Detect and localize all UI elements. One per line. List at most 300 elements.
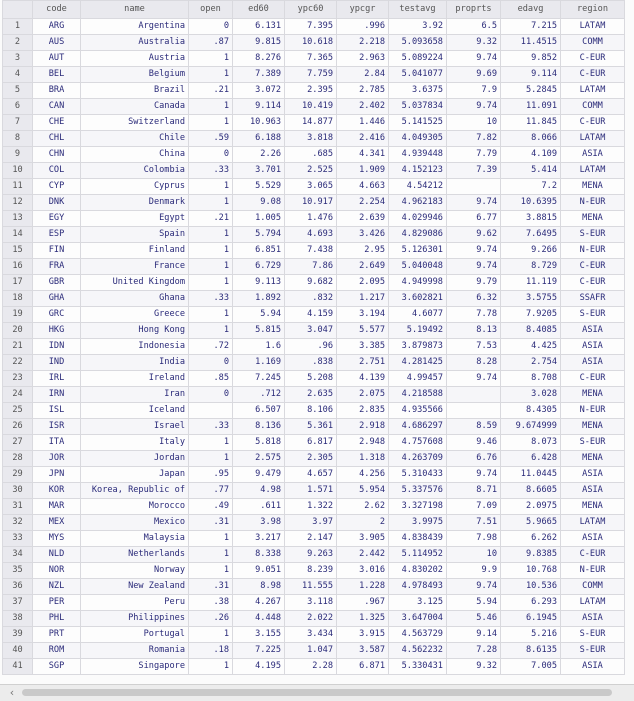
cell-open[interactable] <box>189 403 233 419</box>
cell-edavg[interactable]: 7.6495 <box>501 227 561 243</box>
cell-edavg[interactable]: 3.5755 <box>501 291 561 307</box>
row-number[interactable]: 9 <box>3 147 33 163</box>
cell-open[interactable]: 1 <box>189 115 233 131</box>
table-row[interactable] <box>3 99 625 115</box>
cell-ypc60[interactable]: 2.635 <box>285 387 337 403</box>
cell-region[interactable]: COMM <box>561 99 625 115</box>
cell-ypc60[interactable]: 3.118 <box>285 595 337 611</box>
cell-testavg[interactable]: 3.6375 <box>389 83 447 99</box>
cell-ypcgr[interactable]: 2.948 <box>337 435 389 451</box>
cell-edavg[interactable]: 6.262 <box>501 531 561 547</box>
cell-ypc60[interactable]: 4.693 <box>285 227 337 243</box>
cell-proprts[interactable]: 8.28 <box>447 355 501 371</box>
cell-proprts[interactable]: 6.77 <box>447 211 501 227</box>
table-row[interactable] <box>3 467 625 483</box>
column-header-proprts[interactable]: proprts <box>447 1 501 19</box>
cell-code[interactable]: CHL <box>33 131 81 147</box>
cell-region[interactable]: ASIA <box>561 355 625 371</box>
table-row[interactable] <box>3 499 625 515</box>
cell-edavg[interactable]: 8.6135 <box>501 643 561 659</box>
cell-testavg[interactable]: 5.037834 <box>389 99 447 115</box>
cell-ypc60[interactable]: 9.682 <box>285 275 337 291</box>
cell-testavg[interactable]: 5.19492 <box>389 323 447 339</box>
table-row[interactable] <box>3 659 625 675</box>
cell-ypcgr[interactable]: 2.095 <box>337 275 389 291</box>
table-row[interactable] <box>3 67 625 83</box>
table-row[interactable] <box>3 115 625 131</box>
cell-region[interactable]: S-EUR <box>561 307 625 323</box>
cell-region[interactable]: LATAM <box>561 163 625 179</box>
column-header-name[interactable]: name <box>81 1 189 19</box>
cell-ypc60[interactable]: 11.555 <box>285 579 337 595</box>
cell-testavg[interactable]: 4.281425 <box>389 355 447 371</box>
cell-ed60[interactable]: 7.245 <box>233 371 285 387</box>
row-number[interactable]: 7 <box>3 115 33 131</box>
cell-proprts[interactable]: 7.98 <box>447 531 501 547</box>
table-row[interactable] <box>3 339 625 355</box>
cell-testavg[interactable]: 4.029946 <box>389 211 447 227</box>
cell-ypcgr[interactable]: 2.62 <box>337 499 389 515</box>
cell-ed60[interactable]: 8.338 <box>233 547 285 563</box>
cell-open[interactable]: 0 <box>189 387 233 403</box>
cell-ed60[interactable]: 7.389 <box>233 67 285 83</box>
cell-ed60[interactable]: .712 <box>233 387 285 403</box>
cell-testavg[interactable]: 4.686297 <box>389 419 447 435</box>
cell-testavg[interactable]: 4.962183 <box>389 195 447 211</box>
cell-testavg[interactable]: 4.99457 <box>389 371 447 387</box>
cell-code[interactable]: ISR <box>33 419 81 435</box>
cell-name[interactable]: Spain <box>81 227 189 243</box>
cell-name[interactable]: United Kingdom <box>81 275 189 291</box>
cell-ypc60[interactable]: 1.322 <box>285 499 337 515</box>
table-row[interactable] <box>3 323 625 339</box>
column-header-ypcgr[interactable]: ypcgr <box>337 1 389 19</box>
cell-region[interactable]: ASIA <box>561 483 625 499</box>
cell-ypc60[interactable]: 7.438 <box>285 243 337 259</box>
cell-name[interactable]: Belgium <box>81 67 189 83</box>
cell-code[interactable]: NZL <box>33 579 81 595</box>
cell-proprts[interactable]: 9.46 <box>447 435 501 451</box>
table-row[interactable] <box>3 211 625 227</box>
cell-name[interactable]: Canada <box>81 99 189 115</box>
row-number[interactable]: 10 <box>3 163 33 179</box>
cell-name[interactable]: New Zealand <box>81 579 189 595</box>
cell-ypcgr[interactable]: 6.871 <box>337 659 389 675</box>
table-row[interactable] <box>3 387 625 403</box>
cell-ypcgr[interactable]: 3.385 <box>337 339 389 355</box>
cell-ypcgr[interactable]: 1.446 <box>337 115 389 131</box>
cell-edavg[interactable]: 3.8815 <box>501 211 561 227</box>
row-number[interactable]: 18 <box>3 291 33 307</box>
cell-ypcgr[interactable]: 2.835 <box>337 403 389 419</box>
cell-ypc60[interactable]: 3.047 <box>285 323 337 339</box>
cell-region[interactable]: C-EUR <box>561 547 625 563</box>
cell-ypcgr[interactable]: 2.639 <box>337 211 389 227</box>
cell-region[interactable]: ASIA <box>561 467 625 483</box>
cell-proprts[interactable]: 7.51 <box>447 515 501 531</box>
cell-testavg[interactable]: 4.935566 <box>389 403 447 419</box>
cell-name[interactable]: Japan <box>81 467 189 483</box>
cell-edavg[interactable]: 5.9665 <box>501 515 561 531</box>
cell-code[interactable]: AUS <box>33 35 81 51</box>
cell-testavg[interactable]: 4.838439 <box>389 531 447 547</box>
cell-name[interactable]: Morocco <box>81 499 189 515</box>
table-row[interactable] <box>3 307 625 323</box>
cell-ypc60[interactable]: 4.159 <box>285 307 337 323</box>
cell-ed60[interactable]: 8.136 <box>233 419 285 435</box>
cell-testavg[interactable]: 4.939448 <box>389 147 447 163</box>
cell-region[interactable]: N-EUR <box>561 403 625 419</box>
cell-code[interactable]: ITA <box>33 435 81 451</box>
cell-testavg[interactable]: 5.040048 <box>389 259 447 275</box>
cell-testavg[interactable]: 3.327198 <box>389 499 447 515</box>
cell-open[interactable]: .26 <box>189 611 233 627</box>
cell-ypc60[interactable]: 5.208 <box>285 371 337 387</box>
cell-proprts[interactable]: 7.28 <box>447 643 501 659</box>
cell-code[interactable]: BEL <box>33 67 81 83</box>
cell-proprts[interactable]: 8.13 <box>447 323 501 339</box>
table-row[interactable] <box>3 611 625 627</box>
cell-ypcgr[interactable]: 2.075 <box>337 387 389 403</box>
cell-proprts[interactable]: 5.46 <box>447 611 501 627</box>
cell-edavg[interactable]: 8.066 <box>501 131 561 147</box>
cell-name[interactable]: Greece <box>81 307 189 323</box>
cell-name[interactable]: Indonesia <box>81 339 189 355</box>
cell-name[interactable]: Hong Kong <box>81 323 189 339</box>
cell-open[interactable]: .85 <box>189 371 233 387</box>
cell-ypc60[interactable]: 4.657 <box>285 467 337 483</box>
cell-testavg[interactable]: 4.830202 <box>389 563 447 579</box>
row-number-header[interactable] <box>3 1 33 19</box>
table-row[interactable] <box>3 451 625 467</box>
cell-open[interactable]: 1 <box>189 323 233 339</box>
cell-name[interactable]: Mexico <box>81 515 189 531</box>
cell-edavg[interactable]: 10.768 <box>501 563 561 579</box>
cell-edavg[interactable]: 9.266 <box>501 243 561 259</box>
table-row[interactable] <box>3 227 625 243</box>
cell-edavg[interactable]: 8.6605 <box>501 483 561 499</box>
cell-ypcgr[interactable]: 3.194 <box>337 307 389 323</box>
row-number[interactable]: 29 <box>3 467 33 483</box>
cell-ypcgr[interactable]: 2.785 <box>337 83 389 99</box>
cell-name[interactable]: Malaysia <box>81 531 189 547</box>
cell-ypc60[interactable]: 1.571 <box>285 483 337 499</box>
cell-code[interactable]: ESP <box>33 227 81 243</box>
cell-edavg[interactable]: 2.754 <box>501 355 561 371</box>
cell-code[interactable]: CHE <box>33 115 81 131</box>
cell-ypc60[interactable]: 3.818 <box>285 131 337 147</box>
cell-region[interactable]: SSAFR <box>561 291 625 307</box>
row-number[interactable]: 6 <box>3 99 33 115</box>
cell-ed60[interactable]: .611 <box>233 499 285 515</box>
row-number[interactable]: 12 <box>3 195 33 211</box>
cell-ypcgr[interactable]: 3.915 <box>337 627 389 643</box>
row-number[interactable]: 2 <box>3 35 33 51</box>
table-row[interactable] <box>3 19 625 35</box>
cell-name[interactable]: Korea, Republic of <box>81 483 189 499</box>
cell-ypc60[interactable]: 9.263 <box>285 547 337 563</box>
row-number[interactable]: 24 <box>3 387 33 403</box>
cell-ed60[interactable]: 9.113 <box>233 275 285 291</box>
cell-ypcgr[interactable]: 2.649 <box>337 259 389 275</box>
cell-open[interactable]: .33 <box>189 291 233 307</box>
cell-name[interactable]: Italy <box>81 435 189 451</box>
cell-proprts[interactable]: 9.32 <box>447 659 501 675</box>
cell-edavg[interactable]: 9.8385 <box>501 547 561 563</box>
cell-ed60[interactable]: 6.507 <box>233 403 285 419</box>
row-number[interactable]: 38 <box>3 611 33 627</box>
cell-ed60[interactable]: 5.794 <box>233 227 285 243</box>
cell-code[interactable]: NOR <box>33 563 81 579</box>
cell-region[interactable]: ASIA <box>561 531 625 547</box>
cell-ypcgr[interactable]: 2.442 <box>337 547 389 563</box>
cell-edavg[interactable]: 2.0975 <box>501 499 561 515</box>
cell-proprts[interactable]: 7.53 <box>447 339 501 355</box>
cell-ed60[interactable]: 3.155 <box>233 627 285 643</box>
row-number[interactable]: 33 <box>3 531 33 547</box>
cell-ed60[interactable]: 4.267 <box>233 595 285 611</box>
cell-edavg[interactable]: 7.2 <box>501 179 561 195</box>
cell-ed60[interactable]: 2.26 <box>233 147 285 163</box>
cell-testavg[interactable]: 5.114952 <box>389 547 447 563</box>
cell-name[interactable]: Norway <box>81 563 189 579</box>
cell-testavg[interactable]: 4.218588 <box>389 387 447 403</box>
cell-testavg[interactable]: 4.6077 <box>389 307 447 323</box>
row-number[interactable]: 11 <box>3 179 33 195</box>
cell-edavg[interactable]: 5.2845 <box>501 83 561 99</box>
table-row[interactable] <box>3 243 625 259</box>
cell-testavg[interactable]: 3.125 <box>389 595 447 611</box>
cell-open[interactable]: .59 <box>189 131 233 147</box>
cell-edavg[interactable]: 9.114 <box>501 67 561 83</box>
cell-name[interactable]: Ghana <box>81 291 189 307</box>
cell-proprts[interactable]: 9.74 <box>447 99 501 115</box>
cell-proprts[interactable]: 10 <box>447 547 501 563</box>
cell-code[interactable]: IRN <box>33 387 81 403</box>
cell-region[interactable]: MENA <box>561 179 625 195</box>
cell-proprts[interactable]: 9.74 <box>447 467 501 483</box>
row-number[interactable]: 17 <box>3 275 33 291</box>
cell-name[interactable]: Iran <box>81 387 189 403</box>
table-row[interactable] <box>3 179 625 195</box>
row-number[interactable]: 14 <box>3 227 33 243</box>
cell-edavg[interactable]: 5.414 <box>501 163 561 179</box>
cell-edavg[interactable]: 7.005 <box>501 659 561 675</box>
cell-code[interactable]: MAR <box>33 499 81 515</box>
cell-open[interactable]: 1 <box>189 531 233 547</box>
cell-ypc60[interactable]: 2.147 <box>285 531 337 547</box>
row-number[interactable]: 22 <box>3 355 33 371</box>
cell-ypcgr[interactable]: 4.341 <box>337 147 389 163</box>
column-header-edavg[interactable]: edavg <box>501 1 561 19</box>
cell-name[interactable]: Finland <box>81 243 189 259</box>
cell-ypc60[interactable]: 3.97 <box>285 515 337 531</box>
cell-region[interactable]: LATAM <box>561 19 625 35</box>
table-row[interactable] <box>3 435 625 451</box>
cell-region[interactable]: MENA <box>561 499 625 515</box>
cell-proprts[interactable]: 9.74 <box>447 51 501 67</box>
cell-open[interactable]: 1 <box>189 451 233 467</box>
row-number[interactable]: 39 <box>3 627 33 643</box>
column-header-open[interactable]: open <box>189 1 233 19</box>
row-number[interactable]: 31 <box>3 499 33 515</box>
cell-testavg[interactable]: 4.978493 <box>389 579 447 595</box>
column-header-testavg[interactable]: testavg <box>389 1 447 19</box>
cell-testavg[interactable]: 3.9975 <box>389 515 447 531</box>
table-row[interactable] <box>3 531 625 547</box>
cell-ed60[interactable]: 5.529 <box>233 179 285 195</box>
row-number[interactable]: 32 <box>3 515 33 531</box>
cell-edavg[interactable]: 8.729 <box>501 259 561 275</box>
cell-region[interactable]: C-EUR <box>561 67 625 83</box>
cell-region[interactable]: MENA <box>561 211 625 227</box>
cell-region[interactable]: S-EUR <box>561 643 625 659</box>
table-row[interactable] <box>3 147 625 163</box>
cell-testavg[interactable]: 5.089224 <box>389 51 447 67</box>
cell-testavg[interactable]: 3.879873 <box>389 339 447 355</box>
cell-proprts[interactable]: 8.59 <box>447 419 501 435</box>
cell-region[interactable]: ASIA <box>561 339 625 355</box>
cell-name[interactable]: Portugal <box>81 627 189 643</box>
cell-region[interactable]: C-EUR <box>561 115 625 131</box>
cell-code[interactable]: IDN <box>33 339 81 355</box>
cell-edavg[interactable]: 6.1945 <box>501 611 561 627</box>
cell-ypc60[interactable]: .685 <box>285 147 337 163</box>
cell-code[interactable]: GBR <box>33 275 81 291</box>
cell-code[interactable]: NLD <box>33 547 81 563</box>
cell-proprts[interactable]: 8.71 <box>447 483 501 499</box>
cell-name[interactable]: Ireland <box>81 371 189 387</box>
cell-region[interactable]: S-EUR <box>561 627 625 643</box>
cell-open[interactable]: .31 <box>189 515 233 531</box>
cell-ypc60[interactable]: 2.28 <box>285 659 337 675</box>
cell-ed60[interactable]: 3.98 <box>233 515 285 531</box>
chevron-left-icon[interactable]: ‹ <box>9 686 15 699</box>
cell-testavg[interactable]: 4.54212 <box>389 179 447 195</box>
column-header-code[interactable]: code <box>33 1 81 19</box>
cell-proprts[interactable]: 9.9 <box>447 563 501 579</box>
cell-ed60[interactable]: 6.131 <box>233 19 285 35</box>
cell-ypcgr[interactable]: 1.325 <box>337 611 389 627</box>
cell-region[interactable]: N-EUR <box>561 195 625 211</box>
cell-testavg[interactable]: 4.152123 <box>389 163 447 179</box>
cell-testavg[interactable]: 4.829086 <box>389 227 447 243</box>
cell-open[interactable]: 1 <box>189 195 233 211</box>
cell-ypcgr[interactable]: 4.256 <box>337 467 389 483</box>
cell-ypcgr[interactable]: .996 <box>337 19 389 35</box>
cell-ypcgr[interactable]: 2.95 <box>337 243 389 259</box>
cell-code[interactable]: MEX <box>33 515 81 531</box>
cell-open[interactable]: 1 <box>189 275 233 291</box>
cell-open[interactable]: .77 <box>189 483 233 499</box>
cell-ypc60[interactable]: .96 <box>285 339 337 355</box>
cell-code[interactable]: ROM <box>33 643 81 659</box>
row-number[interactable]: 27 <box>3 435 33 451</box>
cell-open[interactable]: 1 <box>189 627 233 643</box>
cell-ypcgr[interactable]: 2.254 <box>337 195 389 211</box>
cell-region[interactable]: N-EUR <box>561 563 625 579</box>
cell-edavg[interactable]: 11.091 <box>501 99 561 115</box>
cell-ed60[interactable]: 1.005 <box>233 211 285 227</box>
cell-proprts[interactable]: 9.74 <box>447 371 501 387</box>
cell-ypcgr[interactable]: 3.587 <box>337 643 389 659</box>
cell-ypc60[interactable]: .832 <box>285 291 337 307</box>
cell-name[interactable]: Israel <box>81 419 189 435</box>
cell-ypc60[interactable]: 8.239 <box>285 563 337 579</box>
cell-ypc60[interactable]: 3.434 <box>285 627 337 643</box>
cell-ed60[interactable]: 4.448 <box>233 611 285 627</box>
cell-region[interactable]: COMM <box>561 579 625 595</box>
cell-testavg[interactable]: 4.757608 <box>389 435 447 451</box>
cell-open[interactable]: 1 <box>189 259 233 275</box>
table-row[interactable] <box>3 563 625 579</box>
cell-ypcgr[interactable]: 2.84 <box>337 67 389 83</box>
cell-ed60[interactable]: 6.729 <box>233 259 285 275</box>
cell-name[interactable]: Iceland <box>81 403 189 419</box>
cell-proprts[interactable]: 5.94 <box>447 595 501 611</box>
cell-proprts[interactable]: 9.74 <box>447 259 501 275</box>
cell-open[interactable]: 1 <box>189 547 233 563</box>
cell-open[interactable]: .31 <box>189 579 233 595</box>
cell-testavg[interactable]: 4.562232 <box>389 643 447 659</box>
cell-edavg[interactable]: 7.9205 <box>501 307 561 323</box>
cell-region[interactable]: LATAM <box>561 131 625 147</box>
cell-ed60[interactable]: 2.575 <box>233 451 285 467</box>
cell-ypcgr[interactable]: 4.139 <box>337 371 389 387</box>
cell-region[interactable]: ASIA <box>561 659 625 675</box>
cell-ed60[interactable]: 9.08 <box>233 195 285 211</box>
cell-open[interactable]: .38 <box>189 595 233 611</box>
cell-name[interactable]: Philippines <box>81 611 189 627</box>
cell-ed60[interactable]: 10.963 <box>233 115 285 131</box>
cell-proprts[interactable]: 9.14 <box>447 627 501 643</box>
cell-open[interactable]: 0 <box>189 147 233 163</box>
row-number[interactable]: 25 <box>3 403 33 419</box>
cell-ypcgr[interactable]: 3.016 <box>337 563 389 579</box>
row-number[interactable]: 8 <box>3 131 33 147</box>
cell-name[interactable]: Denmark <box>81 195 189 211</box>
table-row[interactable] <box>3 515 625 531</box>
row-number[interactable]: 41 <box>3 659 33 675</box>
cell-code[interactable]: ISL <box>33 403 81 419</box>
cell-edavg[interactable]: 5.216 <box>501 627 561 643</box>
cell-name[interactable]: Jordan <box>81 451 189 467</box>
cell-ed60[interactable]: 4.98 <box>233 483 285 499</box>
cell-ypc60[interactable]: 10.917 <box>285 195 337 211</box>
cell-ypcgr[interactable]: 5.954 <box>337 483 389 499</box>
cell-code[interactable]: JOR <box>33 451 81 467</box>
cell-edavg[interactable]: 4.109 <box>501 147 561 163</box>
cell-code[interactable]: AUT <box>33 51 81 67</box>
cell-ypc60[interactable]: 1.047 <box>285 643 337 659</box>
table-row[interactable] <box>3 579 625 595</box>
cell-edavg[interactable]: 6.293 <box>501 595 561 611</box>
cell-name[interactable]: India <box>81 355 189 371</box>
cell-region[interactable]: ASIA <box>561 147 625 163</box>
cell-edavg[interactable]: 11.4515 <box>501 35 561 51</box>
cell-ypc60[interactable]: 3.065 <box>285 179 337 195</box>
cell-testavg[interactable]: 5.141525 <box>389 115 447 131</box>
cell-code[interactable]: SGP <box>33 659 81 675</box>
cell-proprts[interactable]: 7.09 <box>447 499 501 515</box>
cell-code[interactable]: KOR <box>33 483 81 499</box>
cell-ypc60[interactable]: 7.395 <box>285 19 337 35</box>
cell-region[interactable]: MENA <box>561 419 625 435</box>
cell-name[interactable]: Australia <box>81 35 189 51</box>
cell-ypc60[interactable]: 14.877 <box>285 115 337 131</box>
cell-name[interactable]: France <box>81 259 189 275</box>
cell-proprts[interactable]: 9.74 <box>447 579 501 595</box>
